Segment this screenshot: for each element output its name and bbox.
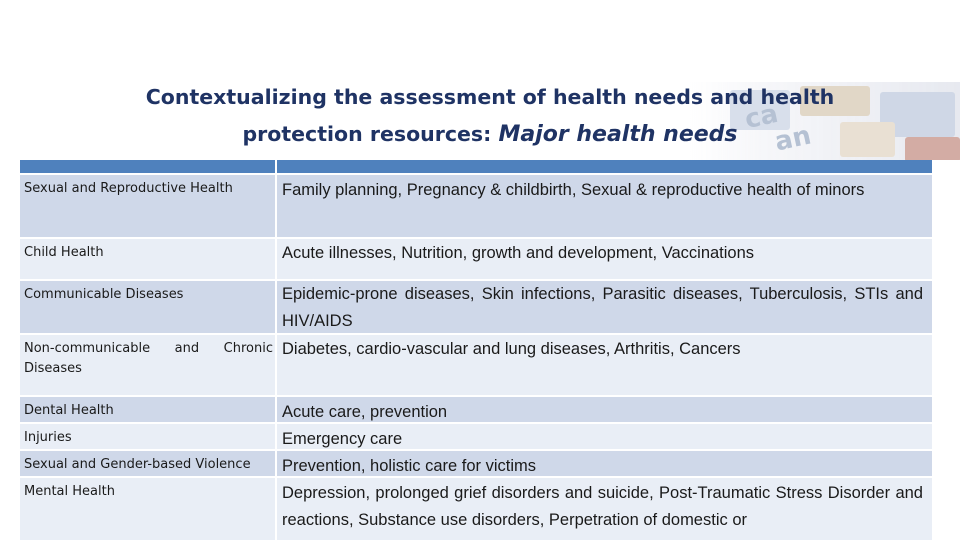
table-header-band <box>20 160 932 173</box>
row-category: Injuries <box>24 430 72 445</box>
row-category: Child Health <box>24 245 104 260</box>
table-row <box>20 424 932 449</box>
row-needs: Epidemic-prone diseases, Skin infections, Parasitic diseases, Tuberculosis, STIs and HIV/AIDS <box>282 285 923 330</box>
row-needs: Family planning, Pregnancy & childbirth, Sexual & reproductive health of minors <box>282 181 865 199</box>
row-needs: Emergency care <box>282 430 403 448</box>
table-row <box>20 478 932 540</box>
table-row <box>20 335 932 395</box>
row-category: Non-communicable and Chronic Diseases <box>24 341 273 376</box>
health-needs-table <box>20 160 932 540</box>
table-row <box>20 397 932 422</box>
row-needs: Depression, prolonged grief disorders and suicide, Post-Traumatic Stress Disorder and reactions, Substance use disorders, Perpetration of domestic or <box>282 484 923 529</box>
table-row <box>20 281 932 333</box>
row-needs: Acute care, prevention <box>282 403 448 421</box>
table-row <box>20 175 932 237</box>
title-emphasis: Major health needs <box>498 122 738 147</box>
slide-title-line-2 <box>0 124 960 146</box>
row-category: Communicable Diseases <box>24 287 184 302</box>
row-needs: Diabetes, cardio-vascular and lung diseases, Arthritis, Cancers <box>282 340 741 358</box>
row-category: Dental Health <box>24 403 114 418</box>
row-needs: Prevention, holistic care for victims <box>282 457 537 475</box>
row-category: Mental Health <box>24 484 115 499</box>
table-row <box>20 239 932 279</box>
decorative-collage-image: ca an <box>690 82 960 160</box>
title-prefix: protection resources: <box>242 122 499 146</box>
slide-title-line-1: Contextualizing the assessment of health needs and health <box>145 85 835 109</box>
table-row <box>20 451 932 476</box>
row-category: Sexual and Gender-based Violence <box>24 457 251 472</box>
row-category: Sexual and Reproductive Health <box>24 181 233 196</box>
row-needs: Acute illnesses, Nutrition, growth and development, Vaccinations <box>282 244 755 262</box>
